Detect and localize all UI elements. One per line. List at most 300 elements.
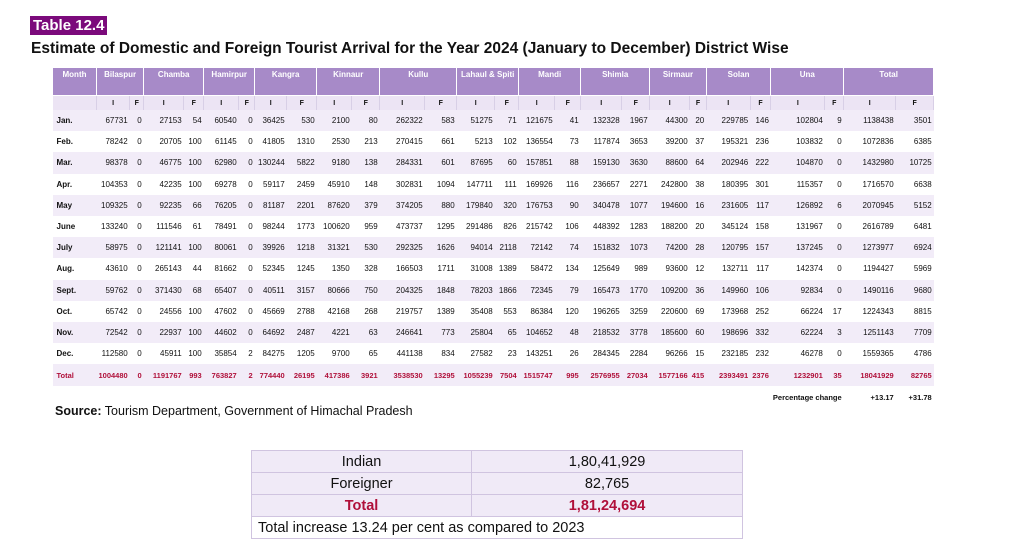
district-header: Total <box>844 68 934 96</box>
value-cell: 0 <box>239 216 255 237</box>
value-cell: 0 <box>825 237 844 258</box>
value-cell: 661 <box>425 131 457 152</box>
value-cell: 1295 <box>425 216 457 237</box>
value-cell: 0 <box>825 131 844 152</box>
value-cell: 117 <box>750 195 771 216</box>
value-cell: 374205 <box>380 195 425 216</box>
value-cell: 252 <box>750 301 771 322</box>
value-cell: 80666 <box>317 280 352 301</box>
value-cell: 132711 <box>706 258 750 279</box>
value-cell: 301 <box>750 174 771 195</box>
value-cell: 130244 <box>255 152 287 173</box>
value-cell: 530 <box>352 237 380 258</box>
value-cell: 52345 <box>255 258 287 279</box>
month-cell: May <box>53 195 97 216</box>
month-cell: July <box>53 237 97 258</box>
value-cell: 989 <box>622 258 650 279</box>
summary-row-indian <box>252 451 743 473</box>
value-cell: 265143 <box>144 258 184 279</box>
value-cell: 42235 <box>144 174 184 195</box>
value-cell: 59117 <box>255 174 287 195</box>
district-header: Kinnaur <box>317 68 380 96</box>
value-cell: 20705 <box>144 131 184 152</box>
month-cell: Mar. <box>53 152 97 173</box>
value-cell: 68 <box>184 280 204 301</box>
district-header: Kullu <box>380 68 457 96</box>
value-cell: 0 <box>130 301 144 322</box>
value-cell: 180395 <box>706 174 750 195</box>
value-cell: 131967 <box>771 216 825 237</box>
month-cell: Jan. <box>53 110 97 131</box>
value-cell: 61145 <box>204 131 239 152</box>
value-cell: 65 <box>352 343 380 364</box>
value-cell: 1848 <box>425 280 457 301</box>
value-cell: 71 <box>495 110 519 131</box>
value-cell: 1072836 <box>844 131 896 152</box>
value-cell: 219757 <box>380 301 425 322</box>
district-header: Lahaul & Spiti <box>457 68 519 96</box>
value-cell: 109200 <box>650 280 690 301</box>
value-cell: 74 <box>555 237 581 258</box>
value-cell: 94014 <box>457 237 495 258</box>
value-cell: 24556 <box>144 301 184 322</box>
value-cell: 31321 <box>317 237 352 258</box>
value-cell: 115357 <box>771 174 825 195</box>
value-cell: 62224 <box>771 322 825 343</box>
month-cell: Dec. <box>53 343 97 364</box>
value-cell: 88600 <box>650 152 690 173</box>
foreign-subheader: F <box>896 96 934 111</box>
value-cell: 5969 <box>896 258 934 279</box>
value-cell: 143251 <box>519 343 555 364</box>
value-cell: 0 <box>825 280 844 301</box>
value-cell: 236657 <box>581 174 622 195</box>
table-row <box>53 280 934 301</box>
district-header: Una <box>771 68 844 96</box>
value-cell: 173968 <box>706 301 750 322</box>
value-cell: 1310 <box>287 131 317 152</box>
total-cell: 2393491 <box>706 364 750 386</box>
value-cell: 158 <box>750 216 771 237</box>
value-cell: 2284 <box>622 343 650 364</box>
value-cell: 137245 <box>771 237 825 258</box>
value-cell: 42168 <box>317 301 352 322</box>
value-cell: 1350 <box>317 258 352 279</box>
table-row <box>53 195 934 216</box>
value-cell: 58472 <box>519 258 555 279</box>
value-cell: 44602 <box>204 322 239 343</box>
value-cell: 88 <box>555 152 581 173</box>
value-cell: 3630 <box>622 152 650 173</box>
value-cell: 78242 <box>97 131 130 152</box>
value-cell: 45911 <box>144 343 184 364</box>
value-cell: 0 <box>130 195 144 216</box>
value-cell: 3157 <box>287 280 317 301</box>
value-cell: 1432980 <box>844 152 896 173</box>
source-text: Tourism Department, Government of Himachal Pradesh <box>101 404 413 418</box>
value-cell: 151832 <box>581 237 622 258</box>
value-cell: 0 <box>825 216 844 237</box>
total-cell-una-indian: 1232901 <box>771 364 825 386</box>
value-cell: 834 <box>425 343 457 364</box>
value-cell: 73 <box>555 131 581 152</box>
value-cell: 302831 <box>380 174 425 195</box>
value-cell: 80061 <box>204 237 239 258</box>
value-cell: 0 <box>239 280 255 301</box>
value-cell: 332 <box>750 322 771 343</box>
value-cell: 87620 <box>317 195 352 216</box>
table-row <box>53 216 934 237</box>
value-cell: 27582 <box>457 343 495 364</box>
value-cell: 109325 <box>97 195 130 216</box>
value-cell: 1711 <box>425 258 457 279</box>
value-cell: 81662 <box>204 258 239 279</box>
indian-label: Indian <box>252 451 472 473</box>
value-cell: 320 <box>495 195 519 216</box>
value-cell: 9700 <box>317 343 352 364</box>
value-cell: 750 <box>352 280 380 301</box>
value-cell: 41805 <box>255 131 287 152</box>
summary-row-total <box>252 495 743 517</box>
total-cell: 13295 <box>425 364 457 386</box>
value-cell: 242800 <box>650 174 690 195</box>
value-cell: 2118 <box>495 237 519 258</box>
total-cell: 3921 <box>352 364 380 386</box>
value-cell: 120 <box>555 301 581 322</box>
value-cell: 220600 <box>650 301 690 322</box>
value-cell: 74200 <box>650 237 690 258</box>
value-cell: 371430 <box>144 280 184 301</box>
value-cell: 236 <box>750 131 771 152</box>
table-row <box>53 322 934 343</box>
value-cell: 6481 <box>896 216 934 237</box>
value-cell: 2616789 <box>844 216 896 237</box>
value-cell: 87695 <box>457 152 495 173</box>
value-cell: 86384 <box>519 301 555 322</box>
value-cell: 0 <box>825 343 844 364</box>
value-cell: 0 <box>825 258 844 279</box>
foreign-subheader: F <box>690 96 707 111</box>
value-cell: 48 <box>555 322 581 343</box>
header-row <box>53 68 934 96</box>
value-cell: 64 <box>690 152 707 173</box>
value-cell: 76205 <box>204 195 239 216</box>
value-cell: 104353 <box>97 174 130 195</box>
value-cell: 553 <box>495 301 519 322</box>
value-cell: 4786 <box>896 343 934 364</box>
value-cell: 54 <box>184 110 204 131</box>
value-cell: 2530 <box>317 131 352 152</box>
value-cell: 63 <box>352 322 380 343</box>
value-cell: 166503 <box>380 258 425 279</box>
value-cell: 102 <box>495 131 519 152</box>
value-cell: 0 <box>239 195 255 216</box>
value-cell: 46278 <box>771 343 825 364</box>
value-cell: 17 <box>825 301 844 322</box>
value-cell: 27153 <box>144 110 184 131</box>
value-cell: 2100 <box>317 110 352 131</box>
value-cell: 232185 <box>706 343 750 364</box>
month-cell: Nov. <box>53 322 97 343</box>
foreign-subheader: F <box>622 96 650 111</box>
value-cell: 0 <box>130 237 144 258</box>
value-cell: 441138 <box>380 343 425 364</box>
value-cell: 47602 <box>204 301 239 322</box>
total-cell: 763827 <box>204 364 239 386</box>
value-cell: 147711 <box>457 174 495 195</box>
district-header: Shimla <box>581 68 650 96</box>
source-note <box>55 404 413 418</box>
value-cell: 92235 <box>144 195 184 216</box>
value-cell: 1138438 <box>844 110 896 131</box>
grand-total-foreign: 82765 <box>896 364 934 386</box>
value-cell: 35854 <box>204 343 239 364</box>
value-cell: 1073 <box>622 237 650 258</box>
value-cell: 35408 <box>457 301 495 322</box>
total-cell-una-foreign: 35 <box>825 364 844 386</box>
value-cell: 41 <box>555 110 581 131</box>
value-cell: 3778 <box>622 322 650 343</box>
value-cell: 583 <box>425 110 457 131</box>
value-cell: 169926 <box>519 174 555 195</box>
value-cell: 100 <box>184 343 204 364</box>
value-cell: 20 <box>690 110 707 131</box>
district-header: Hamirpur <box>204 68 255 96</box>
value-cell: 67731 <box>97 110 130 131</box>
value-cell: 379 <box>352 195 380 216</box>
value-cell: 84275 <box>255 343 287 364</box>
value-cell: 0 <box>239 258 255 279</box>
value-cell: 0 <box>130 174 144 195</box>
total-cell: 3538530 <box>380 364 425 386</box>
value-cell: 112580 <box>97 343 130 364</box>
value-cell: 72345 <box>519 280 555 301</box>
value-cell: 25804 <box>457 322 495 343</box>
total-cell: 2576955 <box>581 364 622 386</box>
value-cell: 0 <box>130 258 144 279</box>
value-cell: 0 <box>130 343 144 364</box>
value-cell: 117874 <box>581 131 622 152</box>
value-cell: 213 <box>352 131 380 152</box>
total-cell: 995 <box>555 364 581 386</box>
value-cell: 69278 <box>204 174 239 195</box>
foreign-subheader: F <box>825 96 844 111</box>
value-cell: 0 <box>239 237 255 258</box>
value-cell: 1224343 <box>844 301 896 322</box>
value-cell: 1245 <box>287 258 317 279</box>
value-cell: 66224 <box>771 301 825 322</box>
value-cell: 345124 <box>706 216 750 237</box>
total-cell: 1515747 <box>519 364 555 386</box>
value-cell: 23 <box>495 343 519 364</box>
total-cell: 1577166 <box>650 364 690 386</box>
value-cell: 90 <box>555 195 581 216</box>
value-cell: 601 <box>425 152 457 173</box>
value-cell: 6 <box>825 195 844 216</box>
month-cell: Apr. <box>53 174 97 195</box>
value-cell: 121141 <box>144 237 184 258</box>
value-cell: 473737 <box>380 216 425 237</box>
value-cell: 229785 <box>706 110 750 131</box>
district-header: Bilaspur <box>97 68 144 96</box>
table-row <box>53 131 934 152</box>
value-cell: 6638 <box>896 174 934 195</box>
indian-subheader: I <box>144 96 184 111</box>
value-cell: 2487 <box>287 322 317 343</box>
value-cell: 80 <box>352 110 380 131</box>
value-cell: 1490116 <box>844 280 896 301</box>
source-label: Source: <box>55 404 102 418</box>
value-cell: 12 <box>690 258 707 279</box>
value-cell: 36 <box>690 280 707 301</box>
value-cell: 1194427 <box>844 258 896 279</box>
value-cell: 100 <box>184 322 204 343</box>
month-cell: June <box>53 216 97 237</box>
value-cell: 204325 <box>380 280 425 301</box>
tourist-arrival-table <box>52 67 934 408</box>
value-cell: 100 <box>184 237 204 258</box>
value-cell: 62980 <box>204 152 239 173</box>
indian-subheader: I <box>204 96 239 111</box>
value-cell: 3501 <box>896 110 934 131</box>
value-cell: 72142 <box>519 237 555 258</box>
value-cell: 100620 <box>317 216 352 237</box>
indian-subheader: I <box>380 96 425 111</box>
value-cell: 448392 <box>581 216 622 237</box>
value-cell: 195321 <box>706 131 750 152</box>
month-cell: Feb. <box>53 131 97 152</box>
value-cell: 142374 <box>771 258 825 279</box>
value-cell: 1866 <box>495 280 519 301</box>
value-cell: 69 <box>690 301 707 322</box>
value-cell: 291486 <box>457 216 495 237</box>
value-cell: 0 <box>130 322 144 343</box>
value-cell: 0 <box>130 216 144 237</box>
value-cell: 262322 <box>380 110 425 131</box>
value-cell: 22937 <box>144 322 184 343</box>
value-cell: 1389 <box>495 258 519 279</box>
value-cell: 120795 <box>706 237 750 258</box>
table-row <box>53 152 934 173</box>
value-cell: 93600 <box>650 258 690 279</box>
district-header: Chamba <box>144 68 204 96</box>
value-cell: 0 <box>825 152 844 173</box>
district-header: Solan <box>706 68 771 96</box>
value-cell: 198696 <box>706 322 750 343</box>
value-cell: 215742 <box>519 216 555 237</box>
value-cell: 1770 <box>622 280 650 301</box>
value-cell: 106 <box>750 280 771 301</box>
value-cell: 880 <box>425 195 457 216</box>
value-cell: 9180 <box>317 152 352 173</box>
value-cell: 39200 <box>650 131 690 152</box>
value-cell: 1273977 <box>844 237 896 258</box>
value-cell: 3653 <box>622 131 650 152</box>
total-cell: 27034 <box>622 364 650 386</box>
month-cell: Oct. <box>53 301 97 322</box>
value-cell: 125649 <box>581 258 622 279</box>
value-cell: 126892 <box>771 195 825 216</box>
total-cell: 1191767 <box>144 364 184 386</box>
value-cell: 136554 <box>519 131 555 152</box>
value-cell: 117 <box>750 258 771 279</box>
value-cell: 10725 <box>896 152 934 173</box>
value-cell: 16 <box>690 195 707 216</box>
foreigner-value: 82,765 <box>472 473 743 495</box>
table-title: Estimate of Domestic and Foreign Tourist Arrival for the Year 2024 (January to December) District Wise <box>31 40 789 57</box>
value-cell: 284331 <box>380 152 425 173</box>
value-cell: 1716570 <box>844 174 896 195</box>
value-cell: 1283 <box>622 216 650 237</box>
increase-note: Total increase 13.24 per cent as compared to 2023 <box>252 517 743 539</box>
indian-subheader: I <box>317 96 352 111</box>
month-header: Month <box>53 68 97 96</box>
value-cell: 6924 <box>896 237 934 258</box>
value-cell: 1559365 <box>844 343 896 364</box>
value-cell: 268 <box>352 301 380 322</box>
value-cell: 1251143 <box>844 322 896 343</box>
value-cell: 284345 <box>581 343 622 364</box>
value-cell: 2 <box>239 343 255 364</box>
value-cell: 37 <box>690 131 707 152</box>
value-cell: 1205 <box>287 343 317 364</box>
value-cell: 5822 <box>287 152 317 173</box>
value-cell: 194600 <box>650 195 690 216</box>
value-cell: 146 <box>750 110 771 131</box>
foreign-subheader: F <box>555 96 581 111</box>
total-cell: 7504 <box>495 364 519 386</box>
value-cell: 98378 <box>97 152 130 173</box>
table-row <box>53 174 934 195</box>
value-cell: 111 <box>495 174 519 195</box>
value-cell: 121675 <box>519 110 555 131</box>
value-cell: 58975 <box>97 237 130 258</box>
value-cell: 106 <box>555 216 581 237</box>
value-cell: 6385 <box>896 131 934 152</box>
value-cell: 100 <box>184 152 204 173</box>
value-cell: 65742 <box>97 301 130 322</box>
value-cell: 8815 <box>896 301 934 322</box>
value-cell: 826 <box>495 216 519 237</box>
month-cell: Sept. <box>53 280 97 301</box>
total-cell: 774440 <box>255 364 287 386</box>
district-header: Kangra <box>255 68 317 96</box>
foreign-subheader: F <box>239 96 255 111</box>
value-cell: 959 <box>352 216 380 237</box>
subheader-row <box>53 96 934 111</box>
foreign-subheader: F <box>425 96 457 111</box>
value-cell: 1773 <box>287 216 317 237</box>
value-cell: 38 <box>690 174 707 195</box>
value-cell: 157851 <box>519 152 555 173</box>
value-cell: 134 <box>555 258 581 279</box>
value-cell: 60 <box>495 152 519 173</box>
value-cell: 104652 <box>519 322 555 343</box>
value-cell: 1077 <box>622 195 650 216</box>
value-cell: 0 <box>130 110 144 131</box>
value-cell: 2271 <box>622 174 650 195</box>
total-row <box>53 364 934 386</box>
value-cell: 0 <box>239 174 255 195</box>
value-cell: 104870 <box>771 152 825 173</box>
foreign-subheader: F <box>287 96 317 111</box>
value-cell: 2070945 <box>844 195 896 216</box>
value-cell: 60540 <box>204 110 239 131</box>
total-cell: 993 <box>184 364 204 386</box>
value-cell: 103832 <box>771 131 825 152</box>
indian-subheader: I <box>255 96 287 111</box>
value-cell: 2459 <box>287 174 317 195</box>
